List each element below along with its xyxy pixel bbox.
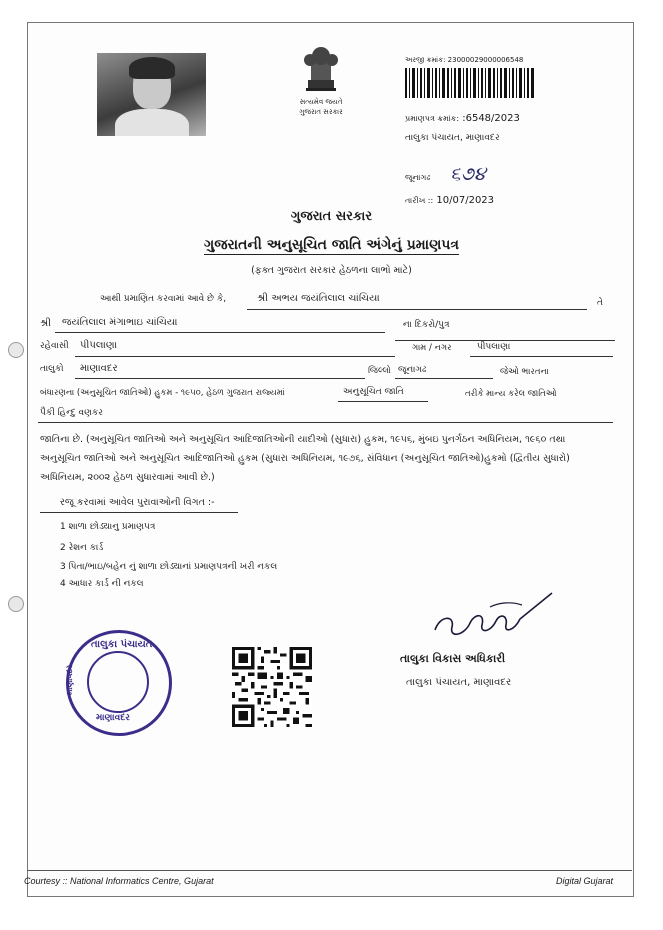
taluka-label: તાલુકો bbox=[40, 364, 64, 374]
district-label: જૂનાગઢ bbox=[405, 173, 431, 182]
officer-designation: તાલુકા વિકાસ અધિકારી bbox=[400, 652, 506, 665]
emblem-caption-2: ગુજરાત સરકાર bbox=[299, 108, 343, 116]
underline-applicant bbox=[247, 309, 587, 310]
date-label: તારીખ :: bbox=[405, 196, 434, 205]
footer-divider bbox=[27, 870, 632, 871]
underline-category bbox=[338, 401, 428, 402]
village-label: ગામ / નગર bbox=[412, 343, 452, 353]
official-seal bbox=[66, 630, 172, 736]
punch-hole-bottom bbox=[8, 596, 24, 612]
seal-bottom-text: માણાવદર bbox=[96, 713, 130, 723]
recognized-text: તરીકે માન્ય કરેલ જાતિઓ bbox=[465, 389, 557, 399]
qr-code bbox=[232, 647, 312, 727]
underline-relation bbox=[395, 340, 615, 341]
underline-district bbox=[395, 378, 493, 379]
certificate-number-label: પ્રમાણપત્ર ક્રમાંક: bbox=[405, 114, 460, 123]
father-name: જયંતિલાલ મંગાભાઇ ચાંચિયા bbox=[62, 317, 178, 328]
underline-caste bbox=[38, 422, 613, 423]
caste-category: અનુસૂચિત જાતિ bbox=[343, 387, 404, 397]
seal-left-text: માણાવદર bbox=[65, 664, 75, 696]
underline-resident bbox=[75, 356, 395, 357]
handwritten-number: ૬૭૪ bbox=[450, 163, 486, 185]
caste-value: પૈકી હિન્દુ વણકર bbox=[40, 408, 103, 418]
date-row bbox=[405, 195, 494, 206]
certify-label: આથી પ્રમાણિત કરવામાં આવે છે કે, bbox=[100, 294, 227, 304]
seal-top-text: તાલુકા પંચાયત bbox=[91, 639, 153, 650]
issuer-office: તાલુકા પંચાયત, માણાવદર bbox=[405, 133, 500, 143]
evidence-item: 3 પિતા/ભાઇ/બહેન નું શાળા છોડ્યાનાં પ્રમાણપત્રની ખરી નકલ bbox=[60, 562, 278, 572]
constitution-text: બંધારણના (અનુસૂચિત જાતિઓ) હુકમ - ૧૯૫૦, હેઠળ ગુજરાત રાજ્યમાં bbox=[40, 388, 285, 398]
district-field-label: જિલ્લો bbox=[368, 366, 391, 376]
applicant-photo bbox=[97, 53, 206, 136]
seal-inner-ring bbox=[87, 651, 149, 713]
underline-evidence bbox=[40, 512, 238, 513]
certificate-subtitle: (ફક્ત ગુજરાત સરકાર હેઠળના લાભો માટે) bbox=[251, 265, 412, 276]
te-label: તે bbox=[597, 298, 603, 308]
emblem-caption-1: સત્યમેવ જયતે bbox=[299, 98, 343, 106]
relation-label: ના દિકરો/પુત્ર bbox=[403, 320, 450, 330]
govt-title: ગુજરાત સરકાર bbox=[290, 209, 373, 224]
underline-village bbox=[470, 356, 613, 357]
footer-courtesy: Courtesy :: National Informatics Centre, Gujarat bbox=[24, 876, 214, 886]
state-emblem-icon bbox=[296, 40, 346, 94]
evidence-item: 2 રેશન કાર્ડ bbox=[60, 543, 104, 553]
evidence-item: 1 શાળા છોડ્યાનુ પ્રમાણપત્ર bbox=[60, 522, 156, 532]
legal-paragraph: જાતિના છે. (અનુસૂચિત જાતિઓ અને અનુસૂચિત આદિજાતિઓની યાદીઓ (સુધારા) હુકમ, ૧૯૫૬, મુંબઇ પુનર્ગઠન અધિનિયમ, ૧૯૬૦ તથા અનુસૂચિત જાતિઓ અને અનુસૂચિત આદિજાતિઓ હુકમ (સુધારા અધિનિયમ, ૧૯૭૬, સંવિધાન (અનુસૂચિત જાતિઓ)હુકમો (દ્વિતીય સુધારો) અધિનિયમ, ૨૦૦૨ હેઠળ સુધારવામાં આવી છે.) bbox=[40, 434, 570, 483]
application-number: અરજી ક્રમાંક: 23000029000006548 bbox=[405, 56, 524, 64]
barcode bbox=[405, 68, 535, 98]
resident-label: રહેવાસી bbox=[40, 341, 69, 351]
underline-taluka bbox=[75, 378, 365, 379]
evidence-item: 4 આધાર કાર્ડ ની નકલ bbox=[60, 579, 144, 589]
evidence-title: રજૂ કરવામાં આવેલ પુરાવાઓની વિગત :- bbox=[60, 497, 215, 508]
officer-office: તાલુકા પંચાયત, માણાવદર bbox=[406, 677, 512, 688]
india-label: જેઓ ભારતના bbox=[500, 367, 549, 377]
certificate-title-text: ગુજરાતની અનુસૂચિત જાતિ અંગેનું પ્રમાણપત્ર bbox=[203, 237, 459, 253]
issue-date: 10/07/2023 bbox=[436, 195, 495, 206]
officer-signature bbox=[430, 585, 560, 645]
underline-father bbox=[55, 332, 385, 333]
punch-hole-top bbox=[8, 342, 24, 358]
resident-value: પીપલાણા bbox=[80, 340, 118, 351]
village-value: પીપલાણા bbox=[477, 342, 511, 352]
footer-digital-gujarat: Digital Gujarat bbox=[556, 876, 614, 886]
applicant-name: શ્રી અભય જયંતિલાલ ચાંચિયા bbox=[257, 293, 380, 304]
taluka-value: માણાવદર bbox=[80, 363, 118, 374]
district-value: જૂનાગઢ bbox=[398, 365, 427, 375]
shri-label: શ્રી bbox=[40, 318, 52, 329]
certificate-number: :6548/2023 bbox=[462, 113, 520, 124]
certificate-number-row bbox=[405, 113, 520, 124]
certificate-title bbox=[0, 237, 663, 253]
